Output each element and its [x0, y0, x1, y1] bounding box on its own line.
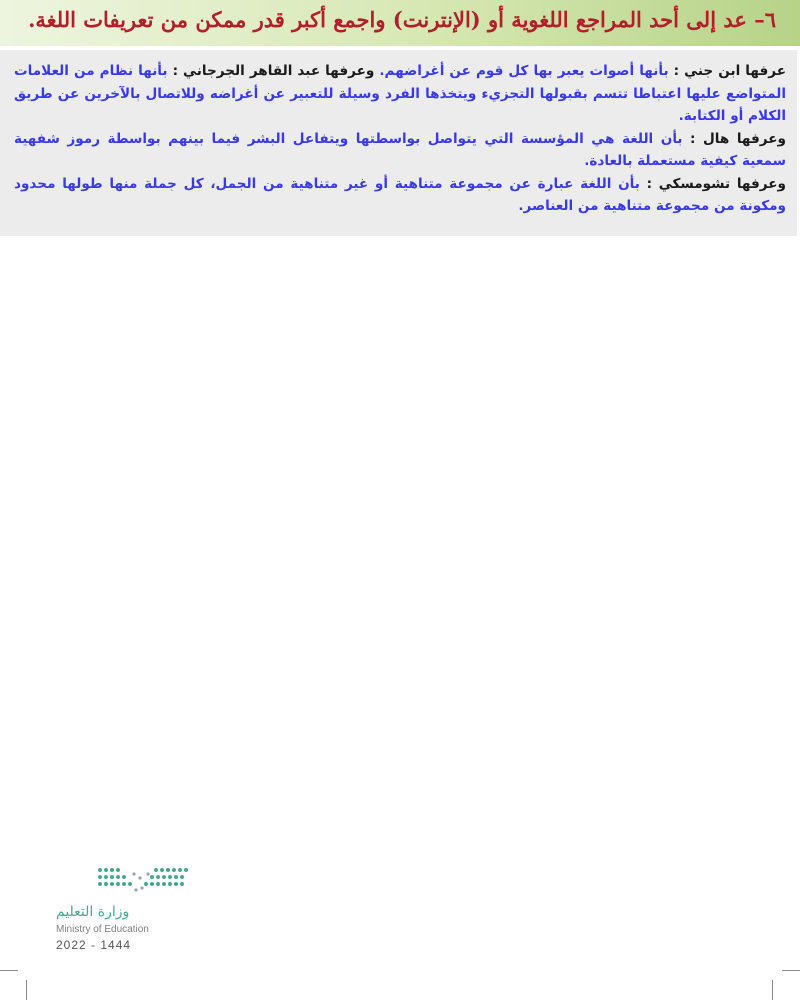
crop-mark	[0, 970, 18, 971]
exercise-title: ٦– عد إلى أحد المراجع اللغوية أو (الإنترنت) واجمع أكبر قدر ممكن من تعريفات اللغة.	[28, 7, 776, 32]
definition-paragraph	[14, 128, 786, 173]
ministry-name-english: Ministry of Education	[56, 924, 149, 935]
exercise-header	[0, 0, 800, 46]
definition-text: بأن اللغة عبارة عن مجموعة متناهية أو غير متناهية من الجمل، كل جملة منها طولها محدود ومكونة من مجموعة متناهية من العناصر.	[14, 175, 786, 214]
definition-label: وعرفها تشومسكي :	[646, 175, 786, 192]
definition-text: بأنها نظام من العلامات المتواضع عليها اعتباطا تتسم بقبولها التجزيء ويتخذها الفرد وسيلة للتعبير عن أغراضه وللاتصال بالآخرين عن طريق الكلام أو الكتابة.	[14, 63, 786, 124]
logo-dots-icon	[96, 862, 191, 898]
definition-label: وعرفها عبد القاهر الجرجاني :	[172, 63, 375, 79]
definition-paragraph	[14, 60, 786, 128]
definition-text: بأن اللغة هي المؤسسة التي يتواصل بواسطتها ويتفاعل البشر فيما بينهم بواسطة رموز شفهية سمعية كيفية مستعملة بالعادة.	[14, 130, 786, 169]
definition-text: بأنها أصوات يعبر بها كل قوم عن أغراضهم.	[379, 63, 669, 79]
crop-mark	[782, 970, 800, 971]
definition-paragraph	[14, 173, 786, 218]
crop-mark	[26, 980, 27, 1000]
ministry-name-arabic: وزارة التعليم	[56, 904, 130, 920]
edition-years: 2022 - 1444	[56, 938, 132, 952]
definition-label: وعرفها هال :	[690, 130, 786, 147]
definitions-block	[14, 60, 786, 218]
ministry-logo	[56, 862, 206, 962]
definition-label: عرفها ابن جني :	[673, 63, 787, 79]
crop-mark	[772, 980, 773, 1000]
